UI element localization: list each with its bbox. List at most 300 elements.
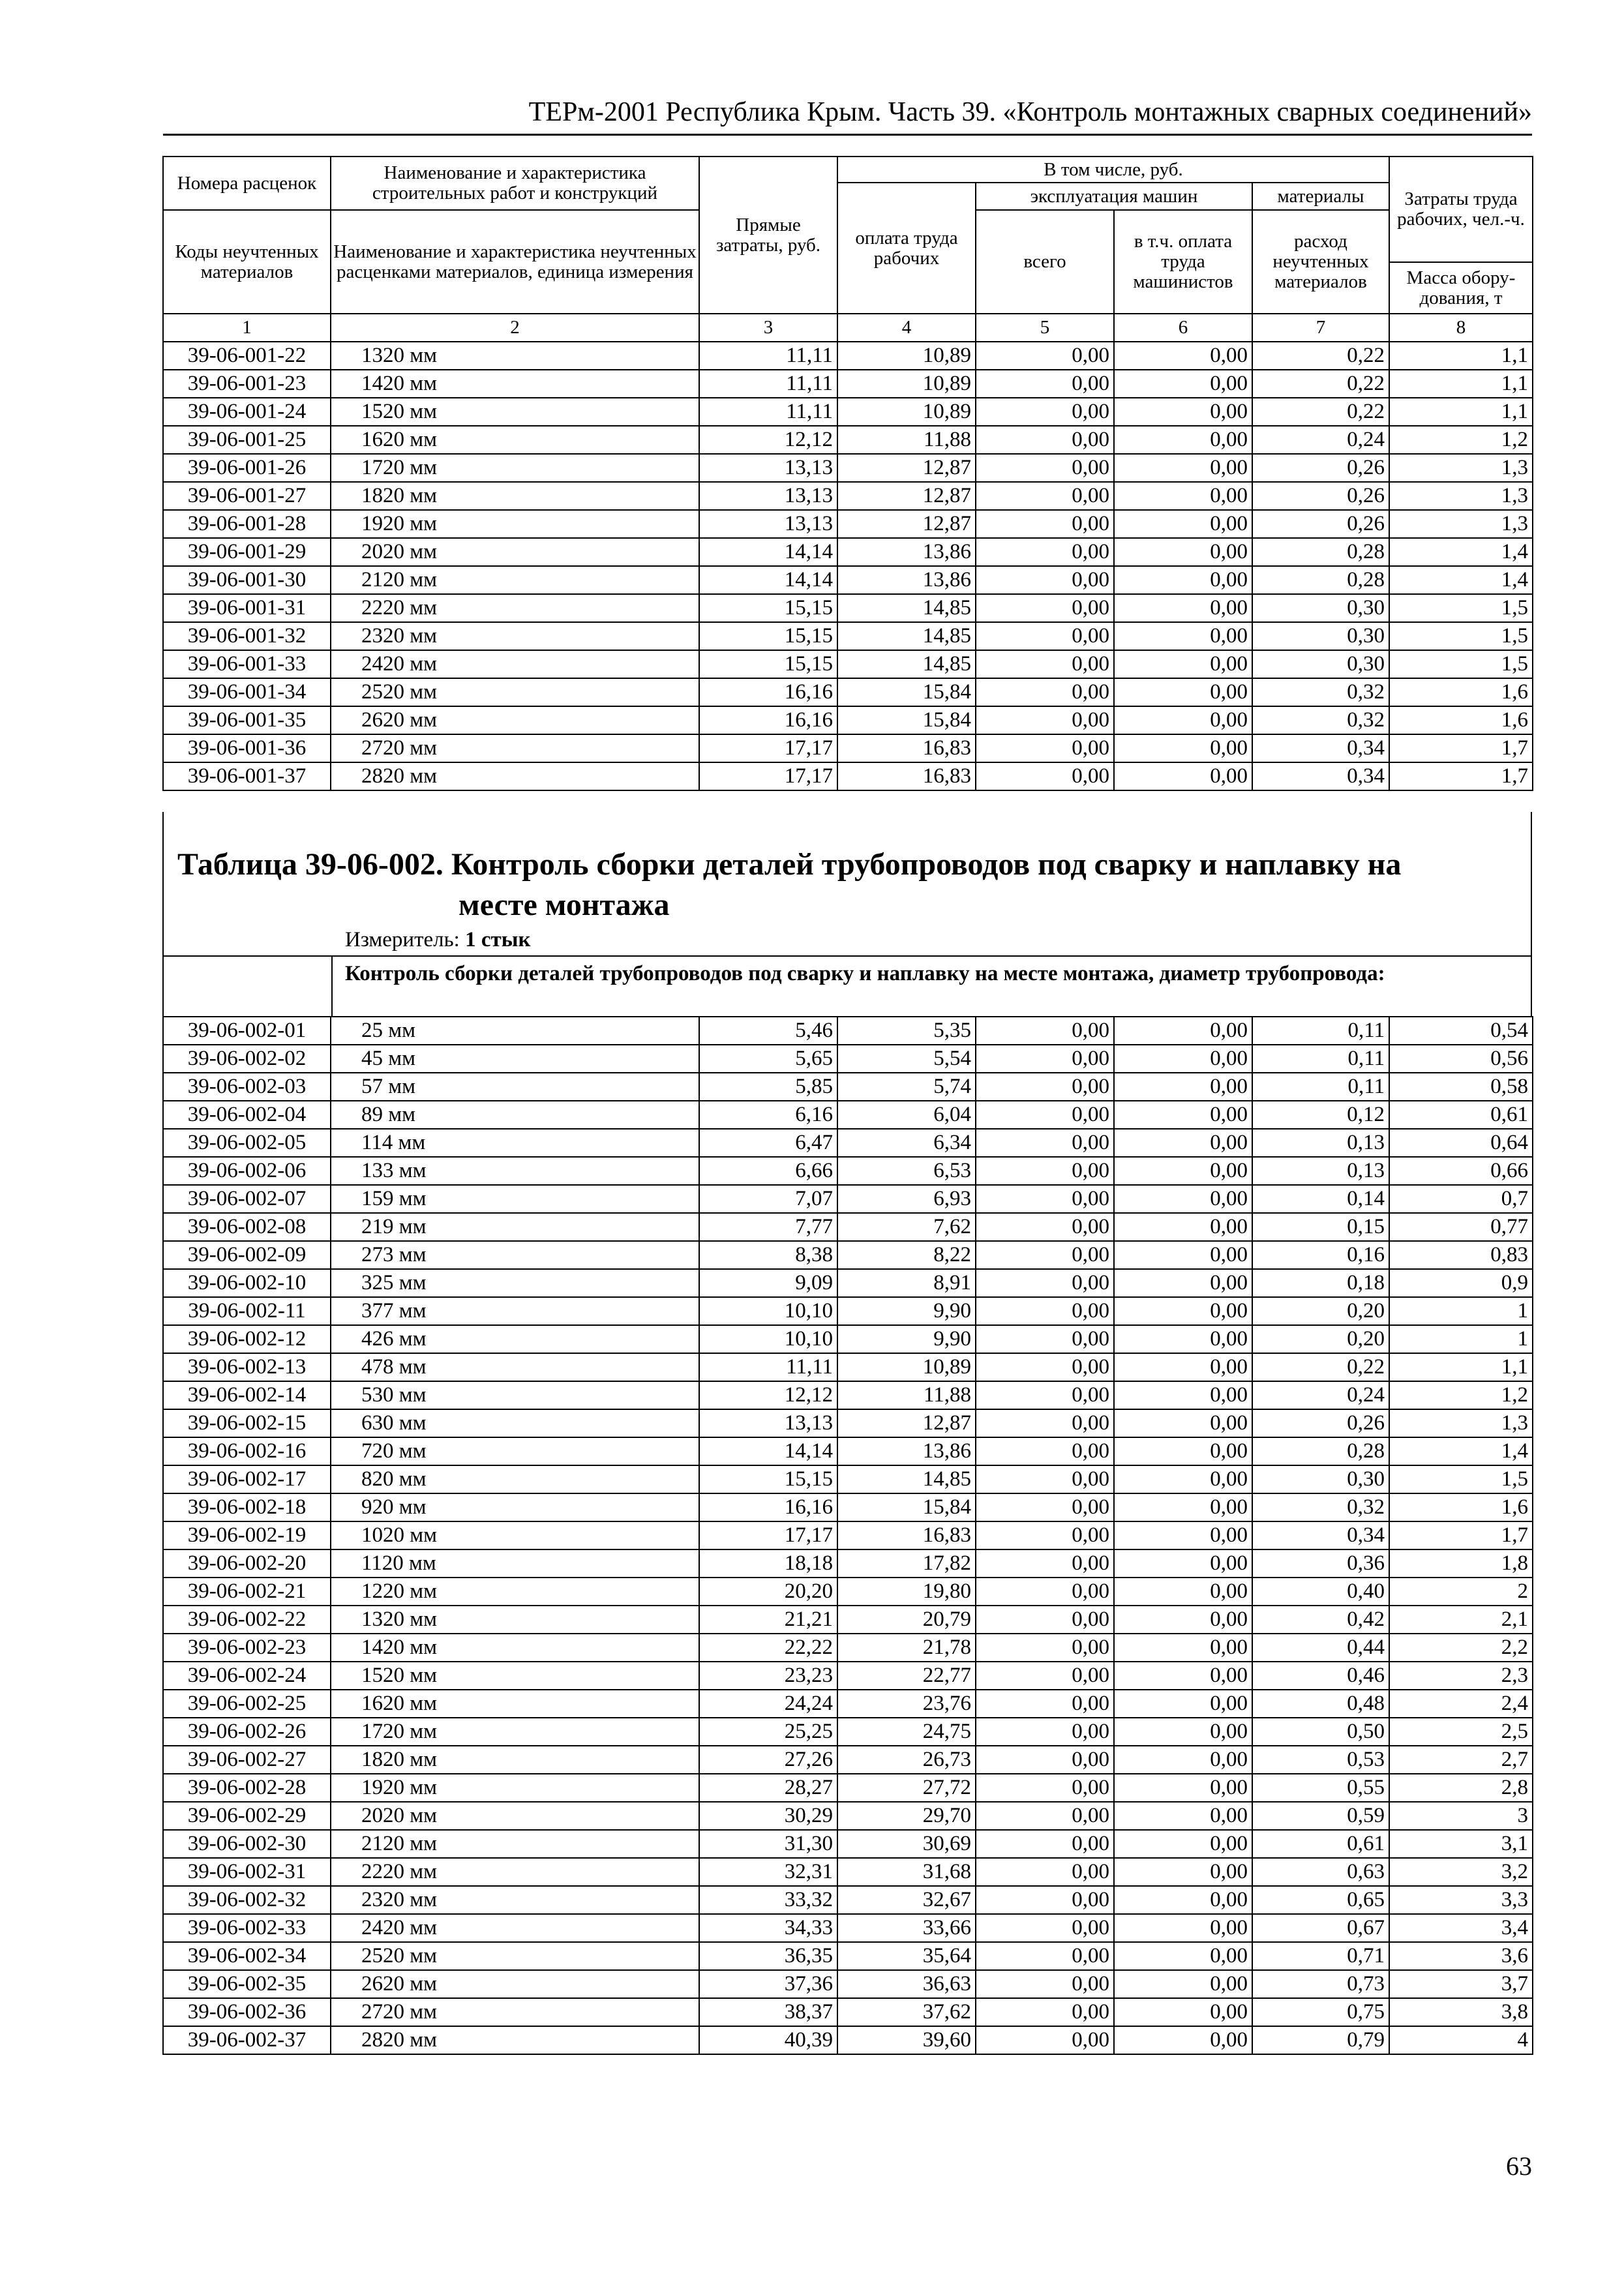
machinist-pay-cell: 0,00 (1114, 1942, 1252, 1970)
labor-hours-cell: 3,7 (1389, 1970, 1533, 1998)
materials-cell: 0,22 (1252, 1353, 1389, 1381)
machine-total-cell: 0,00 (976, 1634, 1114, 1662)
item-name-cell: 1620 мм (331, 1690, 699, 1718)
worker-pay-cell: 13,86 (837, 538, 976, 566)
worker-pay-cell: 36,63 (837, 1970, 976, 1998)
machinist-pay-cell: 0,00 (1114, 1858, 1252, 1886)
labor-hours-cell: 1,1 (1389, 398, 1533, 426)
worker-pay-cell: 15,84 (837, 1493, 976, 1521)
materials-cell: 0,75 (1252, 1998, 1389, 2026)
col-number: 4 (837, 314, 976, 342)
materials-cell: 0,67 (1252, 1914, 1389, 1942)
machinist-pay-cell: 0,00 (1114, 1606, 1252, 1634)
worker-pay-cell: 7,62 (837, 1213, 976, 1241)
machine-total-cell: 0,00 (976, 1521, 1114, 1549)
table-row (163, 538, 1533, 566)
direct-cost-cell: 14,14 (699, 538, 837, 566)
direct-cost-cell: 11,11 (699, 398, 837, 426)
unit-value: 1 стык (465, 928, 531, 951)
worker-pay-cell: 9,90 (837, 1297, 976, 1325)
materials-cell: 0,79 (1252, 2026, 1389, 2054)
materials-cell: 0,28 (1252, 538, 1389, 566)
labor-hours-cell: 1,3 (1389, 482, 1533, 510)
machinist-pay-cell: 0,00 (1114, 1970, 1252, 1998)
col2-top-header: Наименование и характеристика строительных работ и конструкций (331, 157, 699, 210)
labor-hours-cell: 3,1 (1389, 1830, 1533, 1858)
rate-code-cell: 39-06-002-32 (163, 1886, 331, 1914)
table-row (163, 1437, 1533, 1465)
machinist-pay-cell: 0,00 (1114, 370, 1252, 398)
rate-code-cell: 39-06-001-23 (163, 370, 331, 398)
worker-pay-cell: 26,73 (837, 1746, 976, 1774)
rate-code-cell: 39-06-001-25 (163, 426, 331, 454)
labor-hours-cell: 2,8 (1389, 1774, 1533, 1802)
materials-cell: 0,24 (1252, 426, 1389, 454)
machine-total-cell: 0,00 (976, 1465, 1114, 1493)
worker-pay-cell: 39,60 (837, 2026, 976, 2054)
materials-cell: 0,26 (1252, 510, 1389, 538)
machinist-pay-cell: 0,00 (1114, 510, 1252, 538)
machinist-pay-cell: 0,00 (1114, 454, 1252, 482)
rate-code-cell: 39-06-002-36 (163, 1998, 331, 2026)
item-name-cell: 1920 мм (331, 1774, 699, 1802)
materials-cell: 0,26 (1252, 454, 1389, 482)
labor-hours-cell: 1,1 (1389, 1353, 1533, 1381)
machine-total-cell: 0,00 (976, 1998, 1114, 2026)
machinist-pay-cell: 0,00 (1114, 2026, 1252, 2054)
worker-pay-cell: 12,87 (837, 454, 976, 482)
machine-total-cell: 0,00 (976, 1325, 1114, 1353)
machine-total-cell: 0,00 (976, 2026, 1114, 2054)
worker-pay-cell: 16,83 (837, 734, 976, 762)
table-row (163, 1774, 1533, 1802)
labor-hours-cell: 2,4 (1389, 1690, 1533, 1718)
machine-total-cell: 0,00 (976, 1269, 1114, 1297)
direct-cost-cell: 6,66 (699, 1157, 837, 1185)
item-name-cell: 820 мм (331, 1465, 699, 1493)
labor-hours-cell: 2,3 (1389, 1662, 1533, 1690)
header-rule (163, 134, 1532, 136)
table-row (163, 1297, 1533, 1325)
labor-hours-cell: 0,54 (1389, 1017, 1533, 1045)
col-number: 8 (1389, 314, 1533, 342)
rate-code-cell: 39-06-002-26 (163, 1718, 331, 1746)
machine-total-cell: 0,00 (976, 1185, 1114, 1213)
table-row (163, 1213, 1533, 1241)
table-description: Контроль сборки деталей трубопроводов под сварку и наплавку на месте монтажа, диаметр трубопровода: (345, 962, 1385, 985)
labor-hours-cell: 1,7 (1389, 734, 1533, 762)
materials-cell: 0,28 (1252, 1437, 1389, 1465)
item-name-cell: 630 мм (331, 1409, 699, 1437)
materials-cell: 0,46 (1252, 1662, 1389, 1690)
machine-total-cell: 0,00 (976, 734, 1114, 762)
machinist-pay-cell: 0,00 (1114, 1998, 1252, 2026)
col4-header: оплата труда рабочих (837, 183, 976, 314)
labor-hours-cell: 0,64 (1389, 1129, 1533, 1157)
materials-cell: 0,11 (1252, 1045, 1389, 1073)
machinist-pay-cell: 0,00 (1114, 622, 1252, 650)
col-number: 1 (163, 314, 331, 342)
rate-code-cell: 39-06-001-29 (163, 538, 331, 566)
direct-cost-cell: 15,15 (699, 650, 837, 678)
direct-cost-cell: 9,09 (699, 1269, 837, 1297)
worker-pay-cell: 22,77 (837, 1662, 976, 1690)
labor-hours-cell: 0,58 (1389, 1073, 1533, 1101)
table-row (163, 1718, 1533, 1746)
table-row (163, 566, 1533, 594)
machinist-pay-cell: 0,00 (1114, 1578, 1252, 1606)
worker-pay-cell: 31,68 (837, 1858, 976, 1886)
labor-hours-cell: 2,5 (1389, 1718, 1533, 1746)
worker-pay-cell: 14,85 (837, 622, 976, 650)
machine-total-cell: 0,00 (976, 1297, 1114, 1325)
materials-cell: 0,30 (1252, 594, 1389, 622)
labor-hours-cell: 0,77 (1389, 1213, 1533, 1241)
table-row (163, 510, 1533, 538)
item-name-cell: 57 мм (331, 1073, 699, 1101)
table-row (163, 1353, 1533, 1381)
rate-code-cell: 39-06-002-33 (163, 1914, 331, 1942)
item-name-cell: 1920 мм (331, 510, 699, 538)
machine-total-cell: 0,00 (976, 1073, 1114, 1101)
item-name-cell: 2820 мм (331, 762, 699, 790)
group-machines-header: эксплуатация машин (976, 183, 1252, 210)
machinist-pay-cell: 0,00 (1114, 1774, 1252, 1802)
machine-total-cell: 0,00 (976, 342, 1114, 370)
table-row (163, 1521, 1533, 1549)
item-name-cell: 2120 мм (331, 566, 699, 594)
machinist-pay-cell: 0,00 (1114, 706, 1252, 734)
worker-pay-cell: 5,35 (837, 1017, 976, 1045)
labor-hours-cell: 2,1 (1389, 1606, 1533, 1634)
labor-hours-cell: 1 (1389, 1325, 1533, 1353)
materials-cell: 0,34 (1252, 1521, 1389, 1549)
col-number: 2 (331, 314, 699, 342)
worker-pay-cell: 6,53 (837, 1157, 976, 1185)
machine-total-cell: 0,00 (976, 1746, 1114, 1774)
materials-cell: 0,71 (1252, 1942, 1389, 1970)
col-number: 7 (1252, 314, 1389, 342)
rate-code-cell: 39-06-001-35 (163, 706, 331, 734)
materials-cell: 0,28 (1252, 566, 1389, 594)
table-row (163, 706, 1533, 734)
machine-total-cell: 0,00 (976, 1970, 1114, 1998)
machinist-pay-cell: 0,00 (1114, 1830, 1252, 1858)
table-row (163, 1129, 1533, 1157)
table-row (163, 1073, 1533, 1101)
rate-code-cell: 39-06-001-33 (163, 650, 331, 678)
worker-pay-cell: 6,04 (837, 1101, 976, 1129)
unit-of-measure (345, 927, 531, 953)
table-row (163, 1606, 1533, 1634)
item-name-cell: 2520 мм (331, 1942, 699, 1970)
machinist-pay-cell: 0,00 (1114, 1129, 1252, 1157)
direct-cost-cell: 17,17 (699, 1521, 837, 1549)
col-number: 5 (976, 314, 1114, 342)
table-39-06-002-heading (162, 812, 1532, 1016)
machine-total-cell: 0,00 (976, 1549, 1114, 1578)
rate-code-cell: 39-06-002-14 (163, 1381, 331, 1409)
machine-total-cell: 0,00 (976, 1662, 1114, 1690)
item-name-cell: 2020 мм (331, 538, 699, 566)
labor-hours-cell: 0,56 (1389, 1045, 1533, 1073)
machinist-pay-cell: 0,00 (1114, 1269, 1252, 1297)
item-name-cell: 920 мм (331, 1493, 699, 1521)
rate-code-cell: 39-06-002-08 (163, 1213, 331, 1241)
labor-hours-cell: 1,5 (1389, 622, 1533, 650)
materials-cell: 0,63 (1252, 1858, 1389, 1886)
machinist-pay-cell: 0,00 (1114, 1690, 1252, 1718)
machine-total-cell: 0,00 (976, 1858, 1114, 1886)
item-name-cell: 2420 мм (331, 650, 699, 678)
labor-hours-cell: 1,6 (1389, 706, 1533, 734)
worker-pay-cell: 24,75 (837, 1718, 976, 1746)
labor-hours-cell: 1,8 (1389, 1549, 1533, 1578)
rate-code-cell: 39-06-002-20 (163, 1549, 331, 1578)
labor-hours-cell: 1,3 (1389, 510, 1533, 538)
item-name-cell: 133 мм (331, 1157, 699, 1185)
rate-code-cell: 39-06-002-30 (163, 1830, 331, 1858)
machinist-pay-cell: 0,00 (1114, 1802, 1252, 1830)
materials-cell: 0,34 (1252, 734, 1389, 762)
worker-pay-cell: 16,83 (837, 762, 976, 790)
labor-hours-cell: 2,2 (1389, 1634, 1533, 1662)
rate-code-cell: 39-06-002-24 (163, 1662, 331, 1690)
machinist-pay-cell: 0,00 (1114, 650, 1252, 678)
machinist-pay-cell: 0,00 (1114, 678, 1252, 706)
item-name-cell: 45 мм (331, 1045, 699, 1073)
item-name-cell: 1320 мм (331, 1606, 699, 1634)
direct-cost-cell: 38,37 (699, 1998, 837, 2026)
machinist-pay-cell: 0,00 (1114, 734, 1252, 762)
table-row (163, 1998, 1533, 2026)
table-row (163, 1045, 1533, 1073)
machine-total-cell: 0,00 (976, 1381, 1114, 1409)
rate-code-cell: 39-06-002-10 (163, 1269, 331, 1297)
labor-hours-cell: 3 (1389, 1802, 1533, 1830)
item-name-cell: 1120 мм (331, 1549, 699, 1578)
direct-cost-cell: 27,26 (699, 1746, 837, 1774)
worker-pay-cell: 14,85 (837, 1465, 976, 1493)
table-row (163, 1017, 1533, 1045)
direct-cost-cell: 16,16 (699, 706, 837, 734)
machine-total-cell: 0,00 (976, 1774, 1114, 1802)
materials-cell: 0,36 (1252, 1549, 1389, 1578)
rate-code-cell: 39-06-002-03 (163, 1073, 331, 1101)
rate-code-cell: 39-06-002-09 (163, 1241, 331, 1269)
materials-cell: 0,22 (1252, 398, 1389, 426)
col2-bottom-header: Наименование и характеристика неучтенных расценками материалов, единица измерения (331, 210, 699, 314)
machinist-pay-cell: 0,00 (1114, 1213, 1252, 1241)
rate-code-cell: 39-06-002-07 (163, 1185, 331, 1213)
direct-cost-cell: 7,77 (699, 1213, 837, 1241)
col1-bottom-header: Коды неучтенных материалов (163, 210, 331, 314)
worker-pay-cell: 35,64 (837, 1942, 976, 1970)
labor-hours-cell: 0,9 (1389, 1269, 1533, 1297)
machine-total-cell: 0,00 (976, 1578, 1114, 1606)
machine-total-cell: 0,00 (976, 1886, 1114, 1914)
item-name-cell: 273 мм (331, 1241, 699, 1269)
table-39-06-002-rows (162, 1016, 1533, 2055)
machine-total-cell: 0,00 (976, 1157, 1114, 1185)
machine-total-cell: 0,00 (976, 1213, 1114, 1241)
machine-total-cell: 0,00 (976, 1409, 1114, 1437)
item-name-cell: 2020 мм (331, 1802, 699, 1830)
labor-hours-cell: 0,7 (1389, 1185, 1533, 1213)
worker-pay-cell: 5,54 (837, 1045, 976, 1073)
labor-hours-cell: 3,3 (1389, 1886, 1533, 1914)
machine-total-cell: 0,00 (976, 538, 1114, 566)
labor-hours-cell: 1,1 (1389, 342, 1533, 370)
rate-code-cell: 39-06-002-23 (163, 1634, 331, 1662)
rate-code-cell: 39-06-002-11 (163, 1297, 331, 1325)
table-row (163, 1157, 1533, 1185)
direct-cost-cell: 10,10 (699, 1297, 837, 1325)
worker-pay-cell: 20,79 (837, 1606, 976, 1634)
labor-hours-cell: 1,4 (1389, 538, 1533, 566)
materials-cell: 0,61 (1252, 1830, 1389, 1858)
machinist-pay-cell: 0,00 (1114, 1381, 1252, 1409)
direct-cost-cell: 16,16 (699, 1493, 837, 1521)
rate-code-cell: 39-06-001-22 (163, 342, 331, 370)
item-name-cell: 530 мм (331, 1381, 699, 1409)
item-name-cell: 1820 мм (331, 1746, 699, 1774)
materials-cell: 0,24 (1252, 1381, 1389, 1409)
labor-hours-cell: 0,83 (1389, 1241, 1533, 1269)
item-name-cell: 25 мм (331, 1017, 699, 1045)
machinist-pay-cell: 0,00 (1114, 398, 1252, 426)
worker-pay-cell: 21,78 (837, 1634, 976, 1662)
machinist-pay-cell: 0,00 (1114, 1746, 1252, 1774)
item-name-cell: 325 мм (331, 1269, 699, 1297)
table-row (163, 1325, 1533, 1353)
worker-pay-cell: 12,87 (837, 510, 976, 538)
worker-pay-cell: 8,91 (837, 1269, 976, 1297)
table-row (163, 594, 1533, 622)
table-row (163, 1690, 1533, 1718)
labor-hours-cell: 3,8 (1389, 1998, 1533, 2026)
table-row (163, 1914, 1533, 1942)
direct-cost-cell: 32,31 (699, 1858, 837, 1886)
machine-total-cell: 0,00 (976, 594, 1114, 622)
table-39-06-001-rows (162, 341, 1533, 791)
item-name-cell: 1620 мм (331, 426, 699, 454)
item-name-cell: 1220 мм (331, 1578, 699, 1606)
direct-cost-cell: 14,14 (699, 1437, 837, 1465)
machine-total-cell: 0,00 (976, 1045, 1114, 1073)
machinist-pay-cell: 0,00 (1114, 1634, 1252, 1662)
direct-cost-cell: 6,47 (699, 1129, 837, 1157)
table-row (163, 762, 1533, 790)
item-name-cell: 159 мм (331, 1185, 699, 1213)
rate-code-cell: 39-06-002-02 (163, 1045, 331, 1073)
machinist-pay-cell: 0,00 (1114, 1045, 1252, 1073)
rate-code-cell: 39-06-002-04 (163, 1101, 331, 1129)
machinist-pay-cell: 0,00 (1114, 566, 1252, 594)
table-row (163, 1493, 1533, 1521)
materials-cell: 0,13 (1252, 1129, 1389, 1157)
direct-cost-cell: 13,13 (699, 1409, 837, 1437)
item-name-cell: 1520 мм (331, 398, 699, 426)
labor-hours-cell: 1,7 (1389, 1521, 1533, 1549)
rate-code-cell: 39-06-002-22 (163, 1606, 331, 1634)
machinist-pay-cell: 0,00 (1114, 1297, 1252, 1325)
machinist-pay-cell: 0,00 (1114, 426, 1252, 454)
rate-code-cell: 39-06-001-30 (163, 566, 331, 594)
table-row (163, 1269, 1533, 1297)
item-name-cell: 219 мм (331, 1213, 699, 1241)
machine-total-cell: 0,00 (976, 1718, 1114, 1746)
item-name-cell: 1820 мм (331, 482, 699, 510)
machine-total-cell: 0,00 (976, 1802, 1114, 1830)
rate-code-cell: 39-06-002-37 (163, 2026, 331, 2054)
item-name-cell: 1420 мм (331, 1634, 699, 1662)
item-name-cell: 2720 мм (331, 1998, 699, 2026)
direct-cost-cell: 18,18 (699, 1549, 837, 1578)
direct-cost-cell: 30,29 (699, 1802, 837, 1830)
worker-pay-cell: 13,86 (837, 566, 976, 594)
materials-cell: 0,12 (1252, 1101, 1389, 1129)
machine-total-cell: 0,00 (976, 398, 1114, 426)
materials-cell: 0,65 (1252, 1886, 1389, 1914)
rate-code-cell: 39-06-002-34 (163, 1942, 331, 1970)
direct-cost-cell: 14,14 (699, 566, 837, 594)
table-row (163, 1465, 1533, 1493)
running-head: ТЕРм-2001 Республика Крым. Часть 39. «Контроль монтажных сварных соединений» (528, 97, 1532, 127)
machine-total-cell: 0,00 (976, 622, 1114, 650)
worker-pay-cell: 23,76 (837, 1690, 976, 1718)
machinist-pay-cell: 0,00 (1114, 482, 1252, 510)
table-row (163, 1185, 1533, 1213)
item-name-cell: 1720 мм (331, 454, 699, 482)
machinist-pay-cell: 0,00 (1114, 1465, 1252, 1493)
materials-cell: 0,32 (1252, 678, 1389, 706)
table-row (163, 734, 1533, 762)
labor-hours-cell: 2 (1389, 1578, 1533, 1606)
materials-cell: 0,15 (1252, 1213, 1389, 1241)
rate-code-cell: 39-06-001-36 (163, 734, 331, 762)
worker-pay-cell: 8,22 (837, 1241, 976, 1269)
worker-pay-cell: 29,70 (837, 1802, 976, 1830)
table-row (163, 1830, 1533, 1858)
rate-code-cell: 39-06-002-35 (163, 1970, 331, 1998)
rate-code-cell: 39-06-002-18 (163, 1493, 331, 1521)
direct-cost-cell: 16,16 (699, 678, 837, 706)
item-name-cell: 1320 мм (331, 342, 699, 370)
rate-code-cell: 39-06-002-25 (163, 1690, 331, 1718)
machine-total-cell: 0,00 (976, 650, 1114, 678)
rate-code-cell: 39-06-002-06 (163, 1157, 331, 1185)
direct-cost-cell: 25,25 (699, 1718, 837, 1746)
labor-hours-cell: 1,2 (1389, 426, 1533, 454)
item-name-cell: 2320 мм (331, 622, 699, 650)
direct-cost-cell: 34,33 (699, 1914, 837, 1942)
item-name-cell: 2320 мм (331, 1886, 699, 1914)
item-name-cell: 2220 мм (331, 1858, 699, 1886)
labor-hours-cell: 1,5 (1389, 650, 1533, 678)
machinist-pay-cell: 0,00 (1114, 594, 1252, 622)
rate-code-cell: 39-06-002-16 (163, 1437, 331, 1465)
rate-code-cell: 39-06-002-01 (163, 1017, 331, 1045)
rate-code-cell: 39-06-001-37 (163, 762, 331, 790)
item-name-cell: 114 мм (331, 1129, 699, 1157)
machinist-pay-cell: 0,00 (1114, 1886, 1252, 1914)
machinist-pay-cell: 0,00 (1114, 1073, 1252, 1101)
direct-cost-cell: 22,22 (699, 1634, 837, 1662)
labor-hours-cell: 3,4 (1389, 1914, 1533, 1942)
materials-cell: 0,20 (1252, 1297, 1389, 1325)
rate-code-cell: 39-06-001-27 (163, 482, 331, 510)
